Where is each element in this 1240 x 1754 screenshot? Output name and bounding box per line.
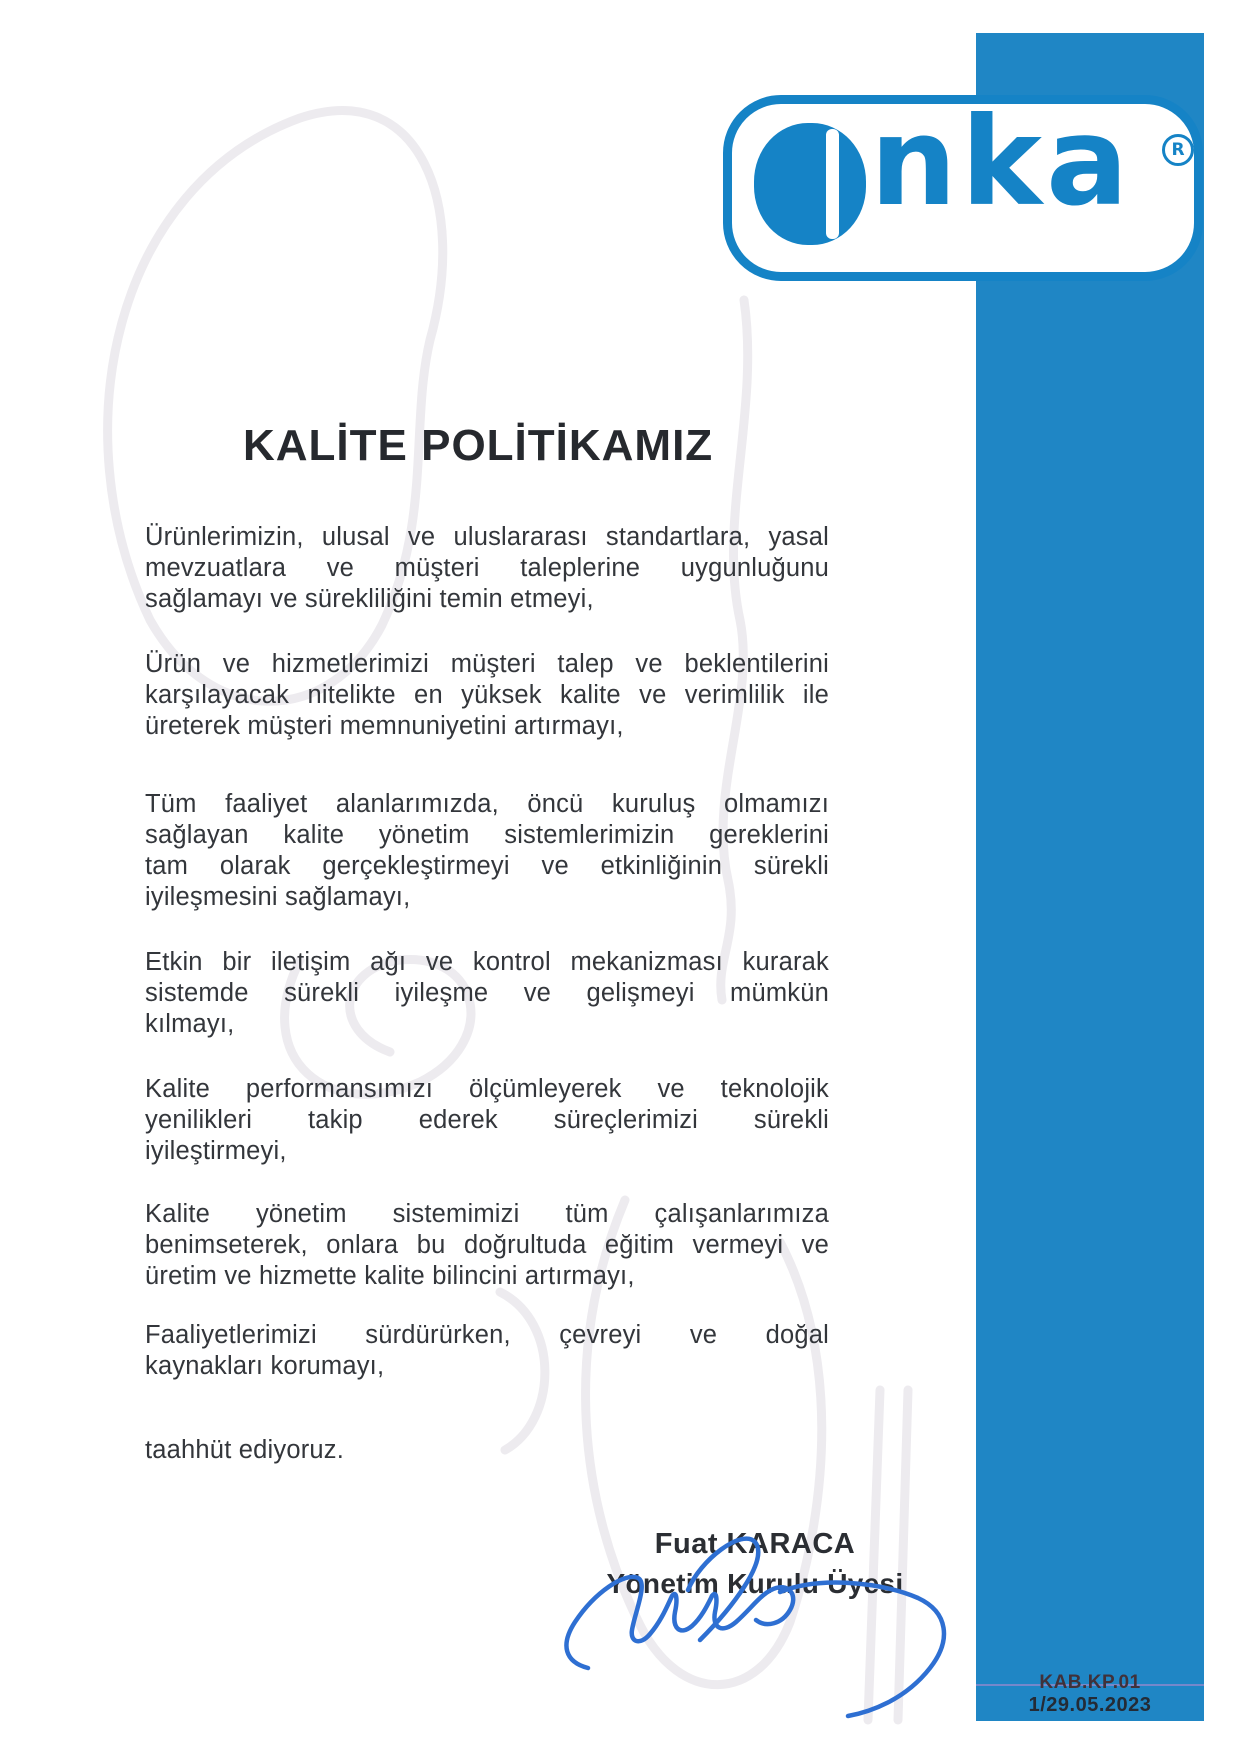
policy-line: kaynakları korumayı,: [145, 1352, 385, 1380]
policy-line: iyileşmesini sağlamayı,: [145, 883, 411, 911]
policy-line: Faaliyetlerimizi sürdürürken, çevreyi ve doğal: [145, 1321, 829, 1349]
signatory-role: Yönetim Kurulu Üyesi: [606, 1568, 904, 1599]
page-title: KALİTE POLİTİKAMIZ: [243, 421, 714, 470]
document-code: KAB.KP.01: [1039, 1672, 1141, 1693]
policy-line: tam olarak gerçekleştirmeyi ve etkinliğinin sürekli: [145, 852, 829, 880]
policy-line: taahhüt ediyoruz.: [145, 1436, 345, 1464]
policy-line: yenilikleri takip ederek süreçlerimizi sürekli: [145, 1106, 829, 1134]
policy-line: karşılayacak nitelikte en yüksek kalite ve verimlilik ile: [145, 681, 829, 709]
policy-line: kılmayı,: [145, 1010, 235, 1038]
policy-line: Tüm faaliyet alanlarımızda, öncü kuruluş olmamızı: [145, 790, 829, 818]
policy-line: Etkin bir iletişim ağı ve kontrol mekanizması kurarak: [145, 948, 829, 976]
logo-wordmark: nka: [870, 91, 1133, 233]
registered-trademark-icon: R: [1162, 134, 1194, 166]
policy-line: üreterek müşteri memnuniyetini artırmayı,: [145, 712, 624, 740]
policy-line: sağlayan kalite yönetim sistemlerimizin gereklerini: [145, 821, 829, 849]
policy-line: üretim ve hizmette kalite bilincini artırmayı,: [145, 1262, 635, 1290]
policy-line: Kalite yönetim sistemimizi tüm çalışanlarımıza: [145, 1200, 829, 1228]
policy-line: sistemde sürekli iyileşme ve gelişmeyi mümkün: [145, 979, 829, 1007]
signatory-name: Fuat KARACA: [654, 1528, 856, 1560]
document-revision-date: 1/29.05.2023: [1028, 1694, 1152, 1716]
policy-line: Kalite performansımızı ölçümleyerek ve teknolojik: [145, 1075, 829, 1103]
policy-line: benimseterek, onlara bu doğrultuda eğitim vermeyi ve: [145, 1231, 829, 1259]
policy-line: mevzuatlara ve müşteri taleplerine uygunluğunu: [145, 554, 829, 582]
policy-line: Ürün ve hizmetlerimizi müşteri talep ve beklentilerini: [145, 650, 829, 678]
policy-line: iyileştirmeyi,: [145, 1137, 287, 1165]
policy-line: sağlamayı ve sürekliliğini temin etmeyi,: [145, 585, 594, 613]
policy-line: Ürünlerimizin, ulusal ve uluslararası standartlara, yasal: [145, 523, 829, 551]
